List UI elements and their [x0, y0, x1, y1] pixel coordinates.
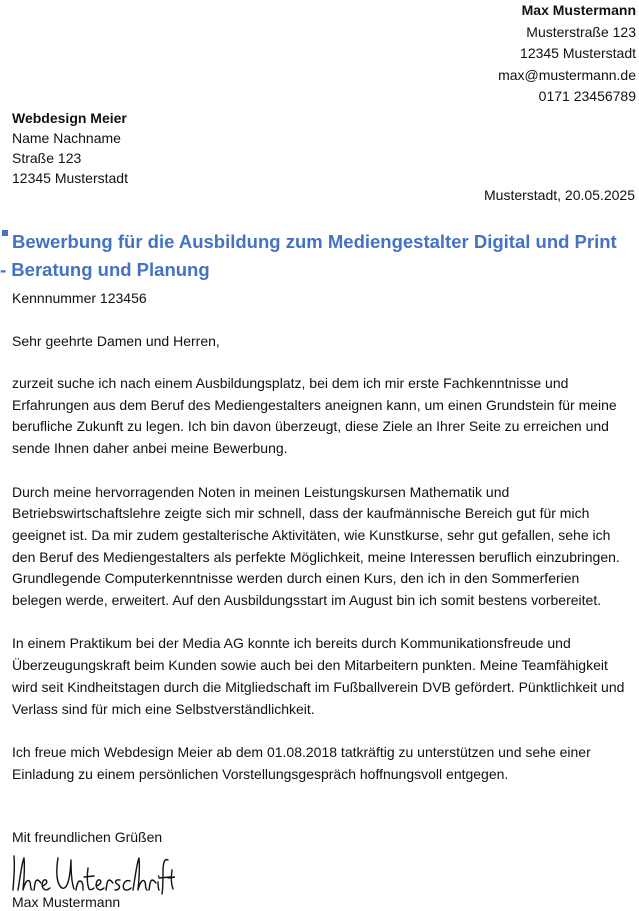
recipient-company: Webdesign Meier	[12, 110, 127, 126]
sender-block	[498, 0, 636, 108]
subject-line-1: Bewerbung für die Ausbildung zum Mediengestalter Digital und Print	[12, 231, 617, 252]
closing-phrase: Mit freundlichen Grüßen	[12, 829, 163, 845]
letter-date: Musterstadt, 20.05.2025	[484, 187, 635, 203]
sender-phone: 0171 23456789	[538, 88, 636, 104]
recipient-city: 12345 Musterstadt	[12, 170, 128, 186]
recipient-block	[12, 108, 128, 188]
paragraph-intro: zurzeit suche ich nach einem Ausbildungsplatz, bei dem ich mir erste Fachkenntnisse und Erfahrungen aus dem Beruf des Mediengestalters aneignen kann, um einen Grundstein für meine berufliche Zukunft zu legen. Ich bin davon überzeugt, diese Ziele an Ihrer Seite zu erreichen und sende Ihnen daher anbei meine Bewerbung.	[12, 375, 617, 457]
paragraph-qualifications: Durch meine hervorragenden Noten in meinen Leistungskursen Mathematik und Betriebswirtschaftslehre zeigte sich mir schnell, dass der kaufmännische Bereich gut für mich geeignet ist. Da mir zudem gestalterische Aktivitäten, wie Kunstkurse, sehr gut gefallen, sehe ich den Beruf des Mediengestalters als perfekte Möglichkeit, meine Interessen beruflich einzubringen. Grundlegende Computerkenntnisse werden durch einen Kurs, den ich in den Sommerferien belegen werde, erweitert. Auf den Ausbildungsstart im August bin ich somit bestens vorbereitet.	[12, 483, 620, 609]
sender-street: Musterstraße 123	[526, 23, 636, 40]
subject-line-2: - Beratung und Planung	[0, 259, 210, 280]
letter-body	[12, 373, 632, 807]
paragraph-experience: In einem Praktikum bei der Media AG konnte ich bereits durch Kommunikationsfreude und Überzeugungskraft beim Kunden sowie auch bei den Mitarbeitern punkten. Meine Teamfähigkeit wird seit Kindheitstagen durch die Mitgliedschaft im Fußballverein DVB gefördert. Pünktlichkeit und Verlass sind für mich eine Selbstverständlichkeit.	[12, 635, 625, 717]
subject-heading	[0, 228, 639, 284]
signer-name: Max Mustermann	[12, 894, 121, 910]
salutation: Sehr geehrte Damen und Herren,	[12, 333, 220, 349]
heading-marker-icon	[2, 230, 8, 236]
recipient-street: Straße 123	[12, 150, 82, 166]
sender-city: 12345 Musterstadt	[520, 45, 636, 61]
subject-block	[0, 228, 639, 284]
sender-email: max@mustermann.de	[498, 66, 636, 83]
handwritten-signature	[10, 850, 175, 896]
paragraph-closing-request: Ich freue mich Webdesign Meier ab dem 01.08.2018 tatkräftig zu unterstützen und sehe einer Einladung zu einem persönlichen Vorstellungsgespräch hoffnungsvoll entgegen.	[12, 743, 591, 782]
reference-number: Kennnummer 123456	[12, 290, 147, 306]
sender-name: Max Mustermann	[521, 2, 636, 18]
recipient-contact: Name Nachname	[12, 130, 121, 146]
